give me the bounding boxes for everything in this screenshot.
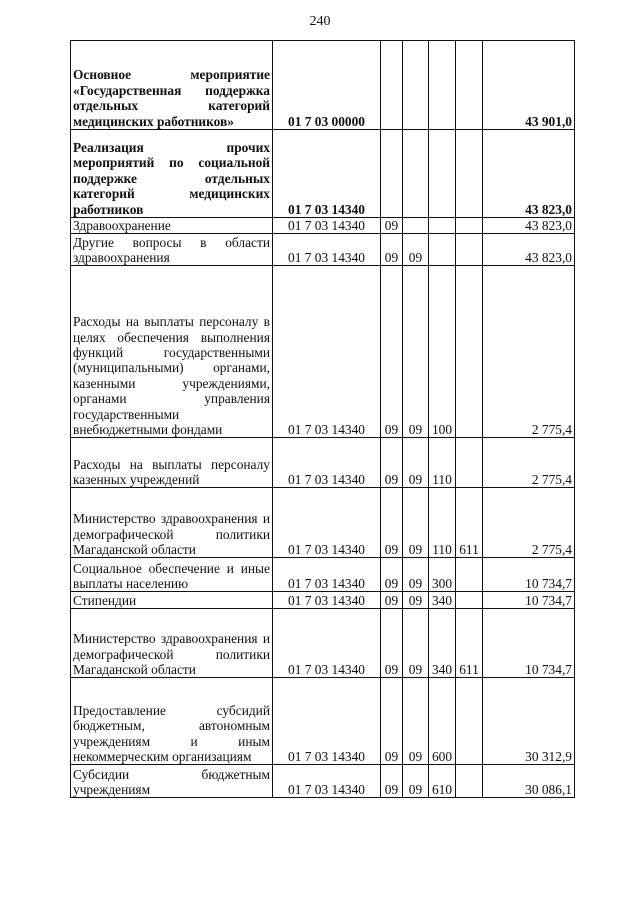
amount: 43 823,0 [483,130,575,218]
subsection-code [403,41,429,130]
expense-type-code [429,218,456,234]
table-row [71,130,575,218]
section-code: 09 [381,218,403,234]
section-code: 09 [381,765,403,798]
amount: 30 312,9 [483,678,575,765]
row-name: Министерство здравоохранения и демографической политики Магаданской области [71,488,273,558]
expense-type-code: 300 [429,558,456,592]
amount: 10 734,7 [483,609,575,678]
expense-type-code [429,130,456,218]
target-code: 01 7 03 14340 [273,558,381,592]
ministry-code [456,266,483,438]
amount: 43 823,0 [483,218,575,234]
target-code: 01 7 03 14340 [273,488,381,558]
ministry-code [456,438,483,488]
table-body [71,41,575,798]
subsection-code: 09 [403,678,429,765]
row-name: Другие вопросы в области здравоохранения [71,234,273,266]
table-row [71,558,575,592]
ministry-code [456,41,483,130]
subsection-code: 09 [403,592,429,609]
subsection-code: 09 [403,609,429,678]
subsection-code: 09 [403,488,429,558]
row-name: Реализация прочих мероприятий по социальной поддержке отдельных категорий медицинских работников [71,130,273,218]
row-name: Социальное обеспечение и иные выплаты населению [71,558,273,592]
section-code: 09 [381,592,403,609]
row-name: Субсидии бюджетным учреждениям [71,765,273,798]
table-row [71,266,575,438]
row-name: Здравоохранение [71,218,273,234]
section-code: 09 [381,266,403,438]
row-name: Предоставление субсидий бюджетным, автономным учреждениям и иным некоммерческим организациям [71,678,273,765]
subsection-code: 09 [403,438,429,488]
row-name: Расходы на выплаты персоналу в целях обеспечения выполнения функций государственными (муниципальными) органами, казенными учреждениями, органами управления государственными внебюджетными фондами [71,266,273,438]
section-code: 09 [381,234,403,266]
target-code: 01 7 03 14340 [273,130,381,218]
table-row [71,609,575,678]
table-row [71,41,575,130]
expense-type-code: 110 [429,438,456,488]
ministry-code: 611 [456,609,483,678]
target-code: 01 7 03 14340 [273,218,381,234]
expense-type-code [429,41,456,130]
subsection-code: 09 [403,266,429,438]
table-row [71,678,575,765]
row-name: Основное мероприятие «Государственная поддержка отдельных категорий медицинских работников» [71,41,273,130]
amount: 43 823,0 [483,234,575,266]
section-code: 09 [381,558,403,592]
table-row [71,438,575,488]
amount: 10 734,7 [483,558,575,592]
ministry-code [456,592,483,609]
target-code: 01 7 03 00000 [273,41,381,130]
ministry-code [456,558,483,592]
section-code [381,41,403,130]
section-code: 09 [381,678,403,765]
amount: 10 734,7 [483,592,575,609]
row-name: Расходы на выплаты персоналу казенных учреждений [71,438,273,488]
table-row [71,234,575,266]
table-row [71,218,575,234]
section-code: 09 [381,488,403,558]
expense-type-code: 110 [429,488,456,558]
subsection-code [403,218,429,234]
target-code: 01 7 03 14340 [273,678,381,765]
row-name: Стипендии [71,592,273,609]
target-code: 01 7 03 14340 [273,266,381,438]
section-code: 09 [381,438,403,488]
amount: 2 775,4 [483,266,575,438]
table-row [71,765,575,798]
ministry-code [456,234,483,266]
target-code: 01 7 03 14340 [273,592,381,609]
target-code: 01 7 03 14340 [273,609,381,678]
ministry-code [456,130,483,218]
amount: 30 086,1 [483,765,575,798]
row-name: Министерство здравоохранения и демографической политики Магаданской области [71,609,273,678]
subsection-code: 09 [403,765,429,798]
expense-type-code: 340 [429,592,456,609]
ministry-code [456,678,483,765]
expense-type-code: 610 [429,765,456,798]
page-number: 240 [309,14,331,29]
table-row [71,488,575,558]
amount: 2 775,4 [483,438,575,488]
target-code: 01 7 03 14340 [273,765,381,798]
section-code [381,130,403,218]
section-code: 09 [381,609,403,678]
amount: 2 775,4 [483,488,575,558]
expense-type-code [429,234,456,266]
expense-type-code: 340 [429,609,456,678]
ministry-code [456,765,483,798]
expense-type-code: 600 [429,678,456,765]
subsection-code: 09 [403,558,429,592]
ministry-code: 611 [456,488,483,558]
amount: 43 901,0 [483,41,575,130]
budget-table [70,40,575,798]
target-code: 01 7 03 14340 [273,234,381,266]
target-code: 01 7 03 14340 [273,438,381,488]
table-row [71,592,575,609]
subsection-code: 09 [403,234,429,266]
subsection-code [403,130,429,218]
expense-type-code: 100 [429,266,456,438]
ministry-code [456,218,483,234]
